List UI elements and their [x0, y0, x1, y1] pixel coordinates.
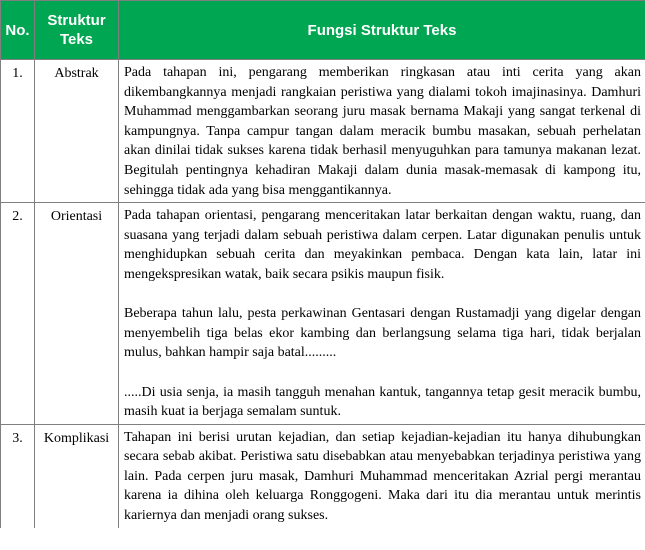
structure-name: Abstrak: [35, 60, 119, 203]
header-no: No.: [1, 1, 35, 60]
function-paragraph: Pada tahapan ini, pengarang memberikan ringkasan atau inti cerita yang akan dikembangkannya menjadi rangkaian peristiwa yang dialami tokoh imajinasinya. Damhuri Muhammad menggambarkan seorang juru masak bernama Makaji yang sangat terkenal di kampungnya. Tanpa campur tangan dalam meracik bumbu masakan, sebuah perhelatan akan dinilai tidak sukses karena tidak berhasil menyuguhkan para tamunya makanan lezat. Begitulah pentingnya kehadiran Makaji dalam dunia masak-memasak di kampong itu, sehingga tidak ada yang bisa menggantikannya.: [124, 65, 641, 198]
function-paragraph: .....Di usia senja, ia masih tangguh menahan kantuk, tangannya tetap gesit meracik bumbu, masih kuat ia berjaga semalam suntuk.: [124, 384, 641, 420]
function-paragraph: Pada tahapan orientasi, pengarang menceritakan latar berkaitan dengan waktu, ruang, dan suasana yang terjadi dalam sebuah peristiwa dalam cerpen. Latar digunakan penulis untuk menghidupkan sebuah cerita dan meyakinkan pembaca. Dengan kata lain, latar ini mengekspresikan watak, baik secara psikis maupun fisik.: [124, 208, 641, 282]
structure-function: [119, 424, 645, 527]
structure-name: Komplikasi: [35, 424, 119, 527]
row-number: 1.: [1, 60, 35, 203]
table-row-komplikasi: [1, 424, 645, 527]
row-number: 3.: [1, 424, 35, 527]
structure-name: Orientasi: [35, 203, 119, 425]
structure-function: [119, 60, 645, 203]
header-row: [1, 1, 645, 60]
row-number: 2.: [1, 203, 35, 425]
table-header: [1, 1, 645, 60]
header-struktur-line2: Teks: [59, 31, 94, 48]
header-struktur-line1: Struktur: [47, 12, 106, 29]
table-row-orientasi: [1, 203, 645, 425]
header-fungsi: Fungsi Struktur Teks: [119, 1, 645, 60]
header-struktur: [35, 1, 119, 60]
function-paragraph: Beberapa tahun lalu, pesta perkawinan Gentasari dengan Rustamadji yang digelar dengan menyembelih tiga belas ekor kambing dan berlangsung selama tiga hari, tidak berjalan mulus, bahkan hampir saja batal.........: [124, 306, 641, 361]
table-body: [1, 60, 645, 528]
function-paragraph: Tahapan ini berisi urutan kejadian, dan setiap kejadian-kejadian itu hanya dihubungkan secara sebab akibat. Peristiwa satu disebabkan atau menyebabkan terjadinya peristiwa yang lain. Pada cerpen juru masak, Damhuri Muhammad menceritakan Azrial pergi merantau karena ia dihina oleh keluarga Ronggogeni. Maka dari itu dia merantau untuk merintis kariernya dan menjadi orang sukses.: [124, 429, 641, 524]
table-row-abstrak: [1, 60, 645, 203]
structure-function: [119, 203, 645, 425]
